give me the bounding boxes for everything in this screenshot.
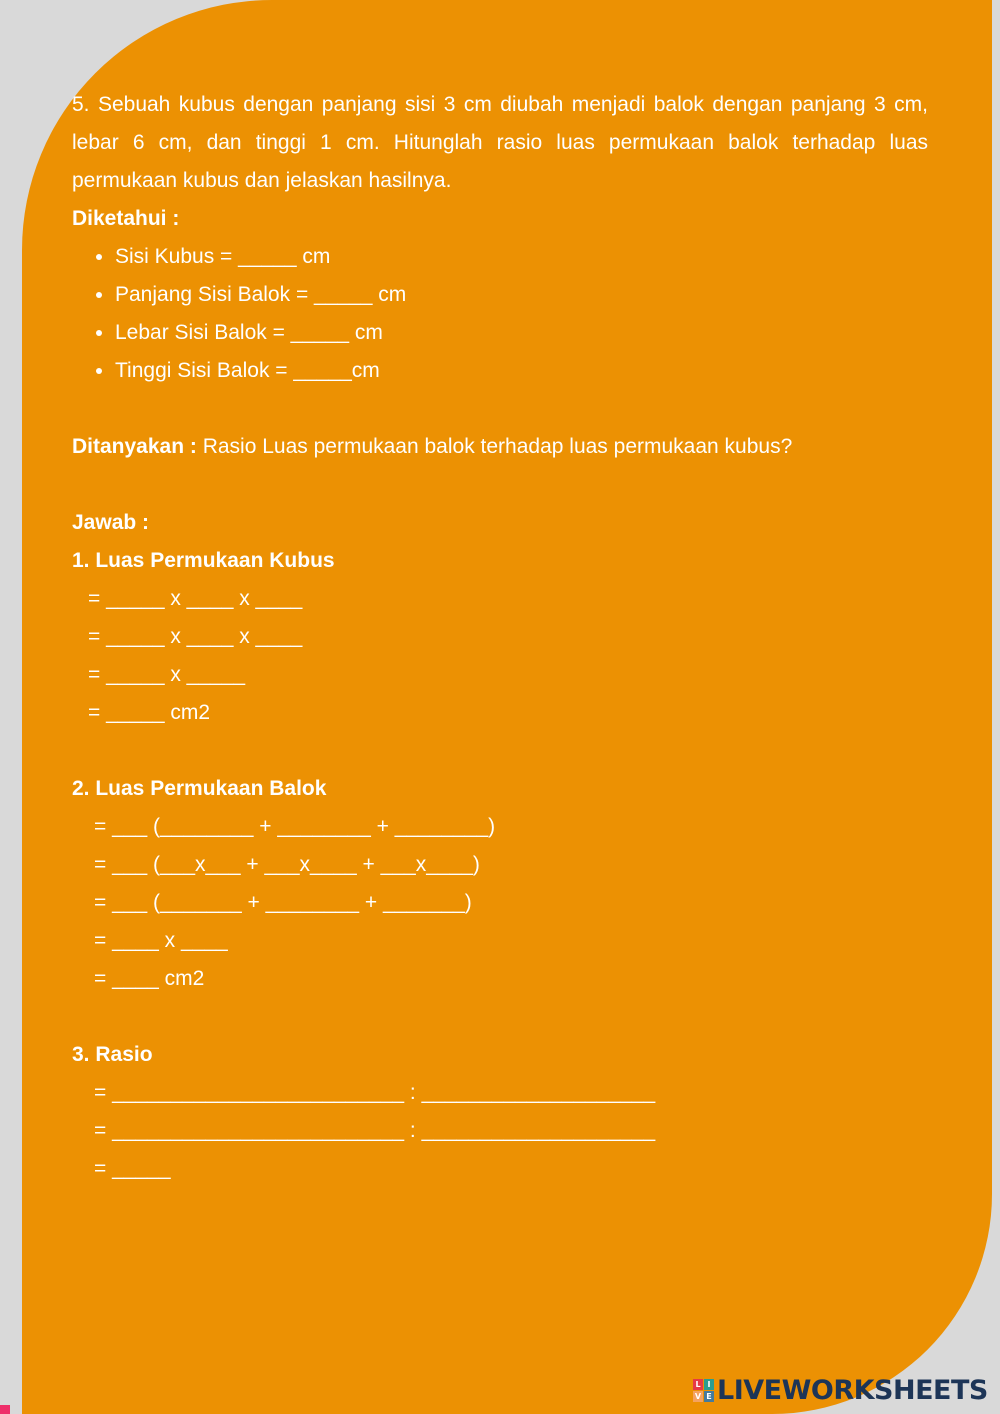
beam-step-4[interactable]: = ____ x ____ xyxy=(94,929,228,952)
beam-step-2[interactable]: = ___ (___x___ + ___x____ + ___x____) xyxy=(94,853,480,876)
logo-mark-e: E xyxy=(704,1391,714,1402)
asked-text: Rasio Luas permukaan balok terhadap luas permukaan kubus? xyxy=(196,435,793,458)
known-label: Diketahui : xyxy=(72,207,180,230)
logo-text: LIVEWORKSHEETS xyxy=(717,1374,988,1406)
beam-step-3[interactable]: = ___ (_______ + ________ + _______) xyxy=(94,891,472,914)
spacer xyxy=(72,998,928,1036)
cube-step-3[interactable]: = _____ x _____ xyxy=(88,663,246,686)
answer-label: Jawab : xyxy=(72,511,150,534)
beam-section-title: 2. Luas Permukaan Balok xyxy=(72,777,327,800)
beam-step-1[interactable]: = ___ (________ + ________ + ________) xyxy=(94,815,496,838)
beam-step-5[interactable]: = ____ cm2 xyxy=(94,967,205,990)
ratio-step-3[interactable]: = _____ xyxy=(94,1157,171,1180)
logo-mark-icon xyxy=(693,1379,714,1402)
known-item-cube-side: • Sisi Kubus = _____ cm xyxy=(115,238,928,276)
spacer xyxy=(72,732,928,770)
logo-mark-i: I xyxy=(704,1379,714,1390)
cube-step-4[interactable]: = _____ cm2 xyxy=(88,701,211,724)
known-item-beam-width: • Lebar Sisi Balok = _____ cm xyxy=(115,314,928,352)
known-item-beam-length: • Panjang Sisi Balok = _____ cm xyxy=(115,276,928,314)
spacer xyxy=(72,390,928,428)
worksheet-content xyxy=(72,86,928,1188)
known-list xyxy=(72,238,928,390)
asked-row xyxy=(72,428,928,466)
known-item-beam-height: • Tinggi Sisi Balok = _____cm xyxy=(115,352,928,390)
cube-section-title: 1. Luas Permukaan Kubus xyxy=(72,549,335,572)
ratio-step-1[interactable]: = _________________________ : ____________________ xyxy=(94,1081,656,1104)
spacer xyxy=(72,466,928,504)
ratio-section-title: 3. Rasio xyxy=(72,1043,153,1066)
cube-step-1[interactable]: = _____ x ____ x ____ xyxy=(88,587,303,610)
question-text: 5. Sebuah kubus dengan panjang sisi 3 cm diubah menjadi balok dengan panjang 3 cm, lebar 6 cm, dan tinggi 1 cm. Hitunglah rasio luas permukaan balok terhadap luas permukaan kubus dan jelaskan hasilnya. xyxy=(72,93,928,192)
liveworksheets-logo xyxy=(693,1373,988,1407)
logo-mark-v: V xyxy=(694,1391,702,1401)
logo-mark-l: L xyxy=(693,1379,703,1390)
cube-step-2[interactable]: = _____ x ____ x ____ xyxy=(88,625,303,648)
asked-label: Ditanyakan : xyxy=(72,435,197,458)
ratio-step-2[interactable]: = _________________________ : ____________________ xyxy=(94,1119,656,1142)
